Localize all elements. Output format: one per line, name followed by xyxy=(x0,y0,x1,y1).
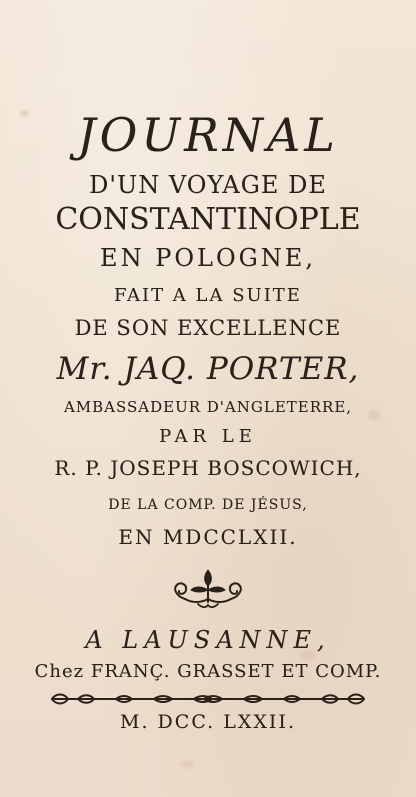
decorative-rule-icon xyxy=(44,689,372,709)
paper-stain xyxy=(180,760,194,769)
document-title: JOURNAL xyxy=(77,108,339,162)
ambassador-title: AMBASSADEUR D'ANGLETERRE, xyxy=(63,398,353,416)
title-line-3: CONSTANTINOPLE xyxy=(55,202,361,237)
printer-name: Chez FRANÇ. GRASSET ET COMP. xyxy=(34,661,382,682)
title-line-5: FAIT A LA SUITE xyxy=(114,285,302,306)
fleuron-ornament-icon xyxy=(167,568,249,610)
author-name: R. P. JOSEPH BOSCOWICH, xyxy=(54,456,362,480)
journey-year: EN MDCCLXII. xyxy=(118,525,298,549)
author-intro: PAR LE xyxy=(159,426,257,447)
publication-date: M. DCC. LXXII. xyxy=(120,711,296,733)
title-line-2: D'UN VOYAGE DE xyxy=(89,171,327,199)
title-line-6: DE SON EXCELLENCE xyxy=(74,316,342,340)
publication-place: A LAUSANNE, xyxy=(85,626,331,654)
ambassador-name: Mr. JAQ. PORTER, xyxy=(56,351,360,387)
title-line-4: EN POLOGNE, xyxy=(100,244,316,272)
author-affiliation: DE LA COMP. DE JÉSUS, xyxy=(108,497,308,513)
